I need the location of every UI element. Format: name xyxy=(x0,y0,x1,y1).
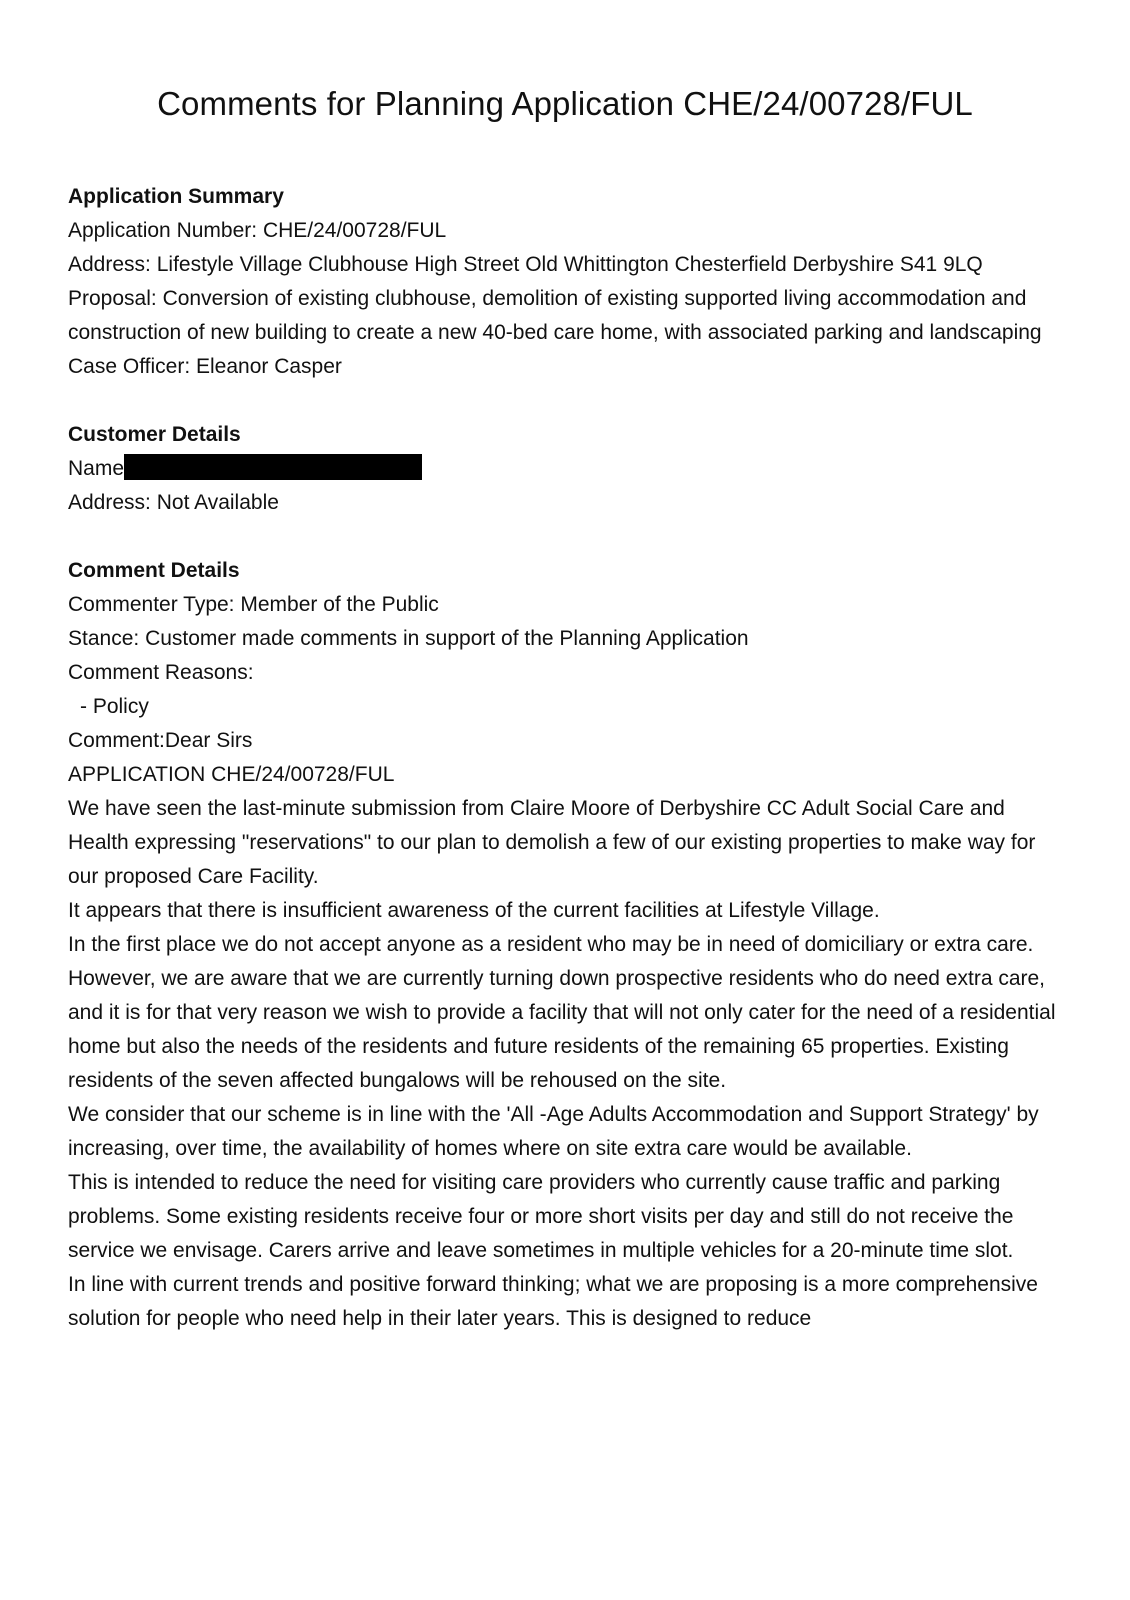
application-address-value: Lifestyle Village Clubhouse High Street Old Whittington Chesterfield Derbyshire S41 9LQ xyxy=(156,253,983,276)
section-spacer xyxy=(68,384,1068,418)
comment-greeting: Dear Sirs xyxy=(164,729,253,752)
stance-row xyxy=(68,622,1068,656)
stance-value: Customer made comments in support of the Planning Application xyxy=(145,627,749,650)
proposal-row xyxy=(68,282,1068,350)
comment-paragraph: This is intended to reduce the need for visiting care providers who currently cause traffic and parking problems. Some existing residents receive four or more short visits per day and still do not receive the service we envisage. Carers arrive and leave sometimes in multiple vehicles for a 20-minute time slot. xyxy=(68,1171,1014,1262)
customer-address-row xyxy=(68,486,1068,520)
application-address-label: Address: xyxy=(68,253,151,276)
redaction-bar xyxy=(124,454,422,480)
comment-paragraph: It appears that there is insufficient awareness of the current facilities at Lifestyle Village. xyxy=(68,899,880,922)
customer-address-value: Not Available xyxy=(156,491,279,514)
page-title: Comments for Planning Application CHE/24/00728/FUL xyxy=(157,85,973,122)
case-officer-value: Eleanor Casper xyxy=(196,355,342,378)
comment-greeting-row xyxy=(68,724,1068,758)
comment-reason-item: - Policy xyxy=(80,695,149,718)
comment-details-section xyxy=(68,554,1068,1336)
stance-label: Stance: xyxy=(68,627,140,650)
commenter-type-label: Commenter Type: xyxy=(68,593,235,616)
customer-details-section xyxy=(68,418,1068,520)
proposal-value: Conversion of existing clubhouse, demolition of existing supported living accommodation and construction of new building to create a new 40-bed care home, with associated parking and landscaping xyxy=(68,287,1042,344)
section-heading-comment-details: Comment Details xyxy=(68,559,240,582)
commenter-type-row xyxy=(68,588,1068,622)
application-summary-section xyxy=(68,180,1068,384)
customer-name-label: Name xyxy=(68,457,125,480)
document-body xyxy=(68,180,1068,1336)
application-number-value: CHE/24/00728/FUL xyxy=(262,219,447,242)
proposal-label: Proposal: xyxy=(68,287,157,310)
comment-paragraph: We have seen the last-minute submission from Claire Moore of Derbyshire CC Adult Social Care and Health expressing "reservations" to our plan to demolish a few of our existing properties to make way for our proposed Care Facility. xyxy=(68,797,1036,888)
application-address-row xyxy=(68,248,1068,282)
section-heading-customer-details: Customer Details xyxy=(68,423,241,446)
commenter-type-value: Member of the Public xyxy=(240,593,439,616)
comment-paragraph: In the first place we do not accept anyone as a resident who may be in need of domiciliary or extra care. xyxy=(68,933,1034,956)
comment-paragraph: However, we are aware that we are currently turning down prospective residents who do need extra care, and it is for that very reason we wish to provide a facility that will not only cater for the need of a residential home but also the needs of the residents and future residents of the remaining 65 properties. Existing residents of the seven affected bungalows will be rehoused on the site. xyxy=(68,967,1056,1092)
customer-name-row xyxy=(68,452,1068,486)
section-heading-application-summary: Application Summary xyxy=(68,185,284,208)
comment-label: Comment: xyxy=(68,729,165,752)
comment-paragraph: In line with current trends and positive forward thinking; what we are proposing is a more comprehensive solution for people who need help in their later years. This is designed to reduce xyxy=(68,1273,1038,1330)
application-number-row xyxy=(68,214,1068,248)
application-number-label: Application Number: xyxy=(68,219,258,242)
case-officer-row xyxy=(68,350,1068,384)
customer-address-label: Address: xyxy=(68,491,151,514)
comment-paragraph: We consider that our scheme is in line with the 'All -Age Adults Accommodation and Support Strategy' by increasing, over time, the availability of homes where on site extra care would be available. xyxy=(68,1103,1039,1160)
comment-reasons-label: Comment Reasons: xyxy=(68,661,254,684)
case-officer-label: Case Officer: xyxy=(68,355,191,378)
comment-paragraph: APPLICATION CHE/24/00728/FUL xyxy=(68,763,395,786)
section-spacer xyxy=(68,520,1068,554)
